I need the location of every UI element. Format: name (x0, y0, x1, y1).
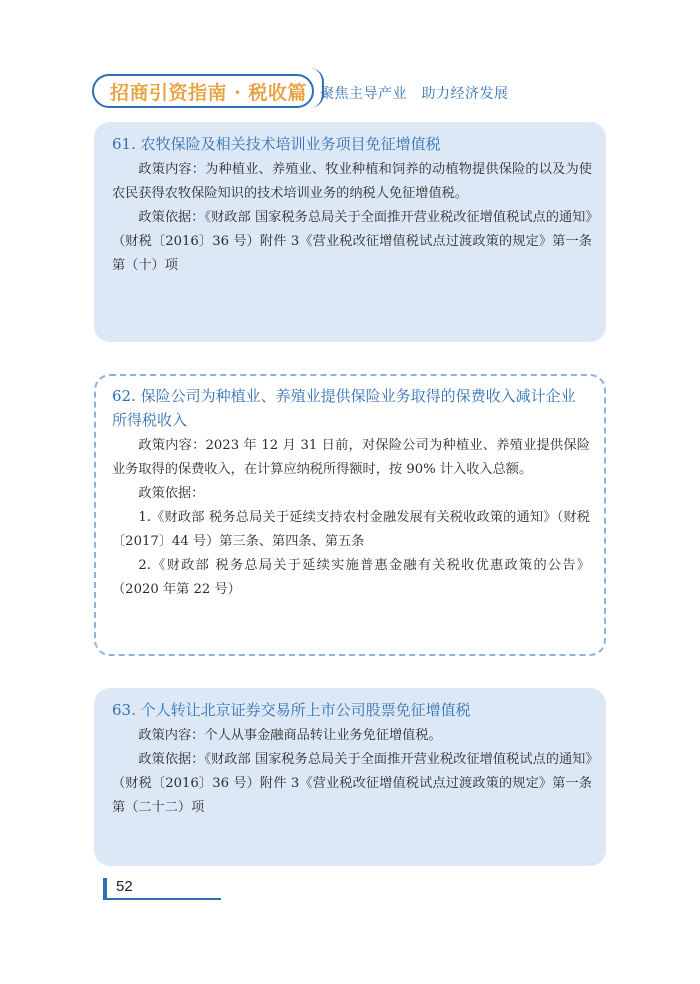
footer-accent-bar (103, 878, 107, 900)
policy-basis-label: 政策依据： (138, 486, 205, 501)
policy-card-63 (94, 688, 606, 866)
policy-basis: 政策依据：《财政部 国家税务总局关于全面推开营业税改征增值税试点的通知》（财税〔2016〕36 号）附件 3《营业税改征增值税试点过渡政策的规定》第一条第（二十二）项 (112, 752, 592, 815)
header-title: 招商引资指南 · 税收篇 (110, 82, 307, 104)
policy-basis-list (112, 506, 590, 602)
policy-card-62 (94, 374, 606, 656)
header-subtitle: 聚焦主导产业 助力经济发展 (320, 86, 509, 102)
page-header (86, 64, 606, 114)
footer-rule (103, 898, 221, 900)
policy-content: 政策内容：为种植业、养殖业、牧业种植和饲养的动植物提供保险的以及为使农民获得农牧保险知识的技术培训业务的纳税人免征增值税。 (112, 162, 592, 201)
policy-title: 63. 个人转让北京证券交易所上市公司股票免征增值税 (112, 701, 471, 719)
policy-basis: 政策依据：《财政部 国家税务总局关于全面推开营业税改征增值税试点的通知》（财税〔2016〕36 号）附件 3《营业税改征增值税试点过渡政策的规定》第一条第（十）项 (112, 210, 592, 273)
page-number: 52 (116, 878, 133, 895)
policy-card-61 (94, 122, 606, 342)
policy-content: 政策内容：个人从事金融商品转让业务免征增值税。 (138, 728, 442, 743)
policy-basis-item: 2.《财政部 税务总局关于延续实施普惠金融有关税收优惠政策的公告》（2020 年第 22 号） (112, 558, 590, 597)
policy-basis-item: 1.《财政部 税务总局关于延续支持农村金融发展有关税收政策的通知》（财税〔2017〕44 号）第三条、第四条、第五条 (112, 510, 590, 549)
policy-content: 政策内容：2023 年 12 月 31 日前，对保险公司为种植业、养殖业提供保险业务取得的保费收入，在计算应纳税所得额时，按 90% 计入收入总额。 (112, 438, 590, 477)
policy-title: 61. 农牧保险及相关技术培训业务项目免征增值税 (112, 135, 441, 153)
policy-title: 62. 保险公司为种植业、养殖业提供保险业务取得的保费收入减计企业所得税收入 (112, 387, 576, 429)
